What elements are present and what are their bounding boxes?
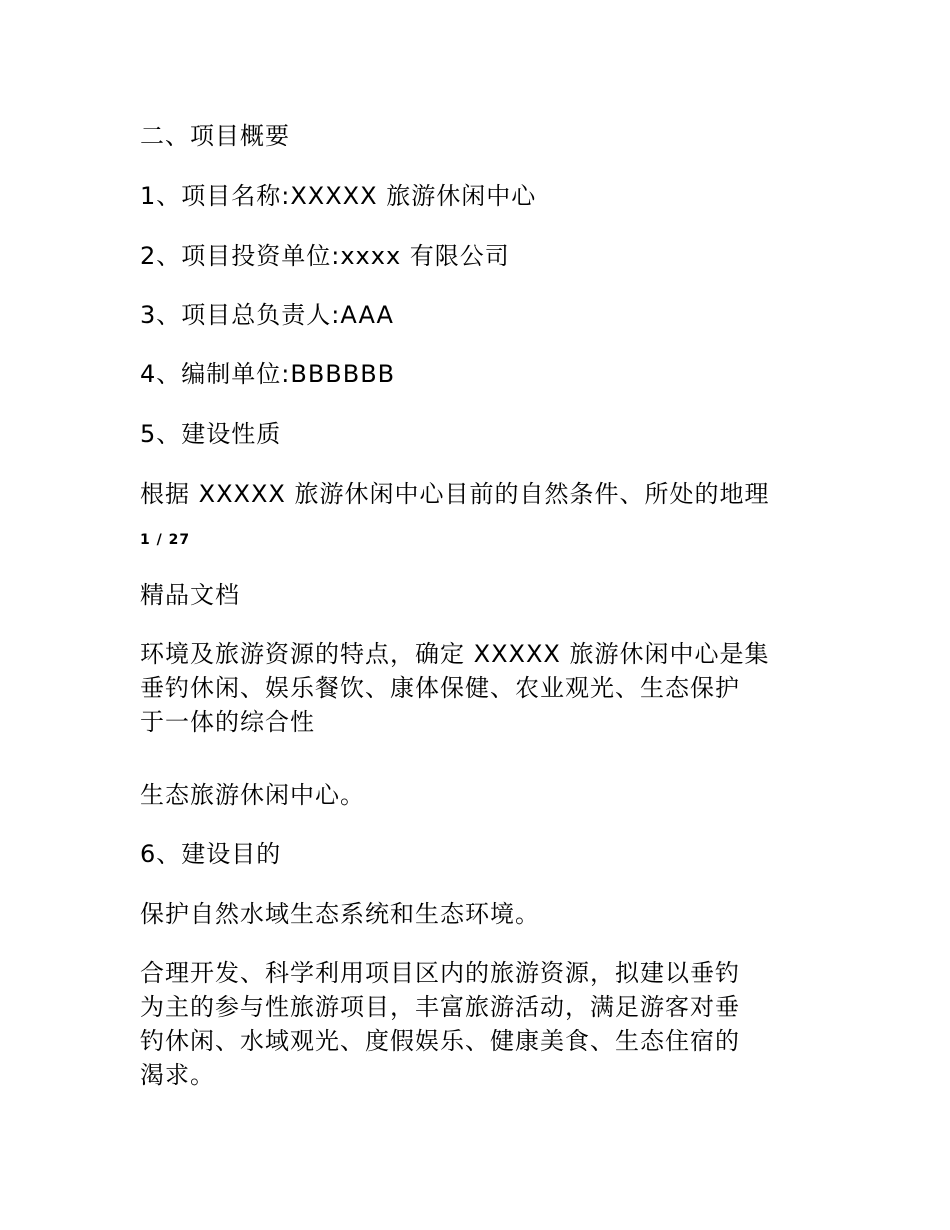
item-purpose-heading: 6、建设目的 xyxy=(140,840,282,868)
paragraph-nature-end: 生态旅游休闲中心。 xyxy=(140,781,365,809)
paragraph-nature-continued: 环境及旅游资源的特点，确定 XXXXX 旅游休闲中心是集 垂钓休闲、娱乐餐饮、康体保健、农业观光、生态保护 于一体的综合性 xyxy=(140,640,770,736)
page-indicator: 1 / 27 xyxy=(140,532,191,548)
item-compiler: 4、编制单位:BBBBBB xyxy=(140,360,396,388)
paragraph-nature-start: 根据 XXXXX 旅游休闲中心目前的自然条件、所处的地理 xyxy=(140,480,770,508)
paragraph-purpose-2: 合理开发、科学利用项目区内的旅游资源，拟建以垂钓 为主的参与性旅游项目，丰富旅游活动，满足游客对垂 钓休闲、水域观光、度假娱乐、健康美食、生态住宿的 渴求。 xyxy=(140,959,740,1089)
section-title: 二、项目概要 xyxy=(140,122,290,150)
item-investor: 2、项目投资单位:xxxx 有限公司 xyxy=(140,242,510,270)
item-leader: 3、项目总负责人:AAA xyxy=(140,301,394,329)
item-nature-heading: 5、建设性质 xyxy=(140,420,282,448)
watermark-header: 精品文档 xyxy=(140,581,240,609)
paragraph-purpose-1: 保护自然水域生态系统和生态环境。 xyxy=(140,900,540,928)
item-project-name: 1、项目名称:XXXXX 旅游休闲中心 xyxy=(140,182,537,210)
